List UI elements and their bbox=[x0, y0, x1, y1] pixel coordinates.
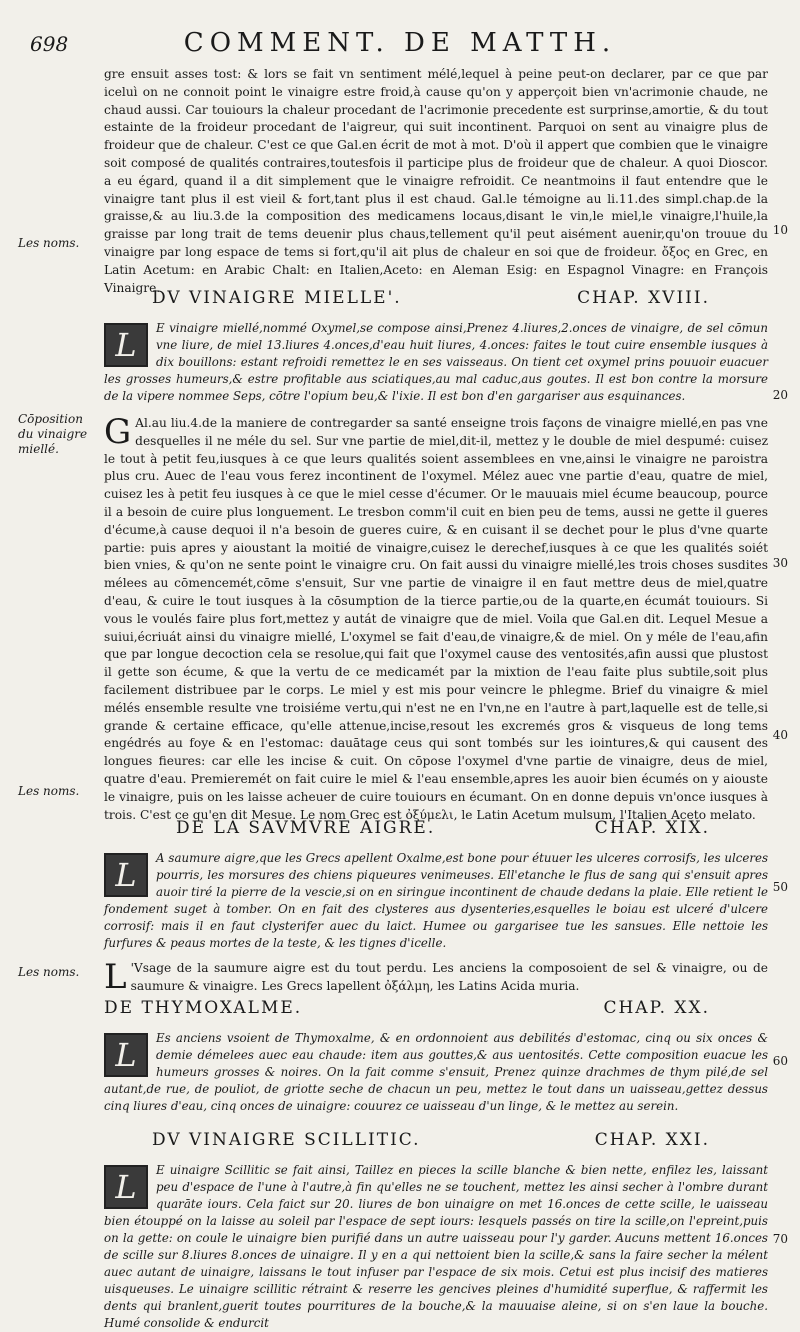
margin-note-composition: Cōposition du vinaigre miellé. bbox=[18, 412, 88, 456]
page-header bbox=[30, 28, 770, 62]
chapter-title: DV VINAIGRE SCILLITIC. bbox=[152, 1130, 421, 1150]
chapter-number: CHAP. XVIII. bbox=[577, 288, 710, 308]
line-number: 40 bbox=[772, 728, 788, 742]
drop-cap: L bbox=[104, 1165, 148, 1209]
margin-note-noms: Les noms. bbox=[18, 965, 80, 979]
margin-note-noms: Les noms. bbox=[18, 784, 80, 798]
chapter-number: CHAP. XX. bbox=[603, 998, 710, 1018]
initial-letter: G bbox=[104, 412, 132, 452]
drop-cap: L bbox=[104, 1033, 148, 1077]
line-number: 50 bbox=[772, 880, 788, 894]
chapter-19 bbox=[104, 810, 768, 1002]
chapter-20 bbox=[104, 990, 768, 1115]
line-number: 30 bbox=[772, 556, 788, 570]
line-number: 60 bbox=[772, 1054, 788, 1068]
running-title: COMMENT. DE MATTH. bbox=[183, 28, 617, 58]
recipe-paragraph: E uinaigre Scillitic se fait ainsi, Taillez en pieces la scille blanche & bien nette, enfilez les, laissant peu d'espace de l'une à l'autre,à fin qu'elles ne se touchent, mettez les ainsi secher à l'ombre durant quarāte iours. Cela faict sur 20. liures de bon uinaigre on met 16.onces de cette scille, le uaisseau bien étouppé on la laisse au soleil par l'espace de sept iours: lesquels passés on tire la scille,on l'epreint,puis on la gette: on coule le uinaigre bien purifié dans un autre uaisseau pour l'y garder. Aucuns mettent 16.onces de scille sur 8.liures 8.onces de uinaigre. Il y en a qui nettoient bien la scille,& sans la faire secher la mélent auec autant de uinaigre, laissans le tout infuser par l'espace de six mois. Cetui est plus incisif des matieres uisqueuses. Le uinaigre scillitic rétraint & reserre les gencives pleines d'humidité superflue, & raffermit les dents qui branlent,guerit toutes pourritures de la bouche,& la mauuaise aleine, si on s'en laue la bouche. Humé consolide & endurcit bbox=[104, 1163, 768, 1330]
commentary-paragraph: Al.au liu.4.de la maniere de contregarder sa santé enseigne trois façons de vinaigre miellé,en pas vne desquelles il ne méle du sel. Sur vne partie de miel,dit-il, mettez y le double de miel despumé: cuisez le tout à petit feu,iusques à ce que leurs qualités soient assemblees en vne,ainsi le vinaigre ne paroistra plus cru. Auec de l'eau vous ferez incontinent de l'oxymel. Mélez auec vne partie d'eau, quatre de miel, cuisez les à petit feu iusques à ce que le miel cesse d'écumer. Or le mauuais miel écume beaucoup, pource il a besoin de cuire plus longuement. Le tresbon comm'il cuit en bien peu de tems, aussi ne gette il gueres d'écume,à cause dequoi il n'a besoin de gueres cuire, & en cuisant il se dechet pour le plus d'vne quarte partie: puis apres y aioustant la moitié de vinaigre,cuisez le derechef,iusques à ce que les qualités soiét bien vnies, & qu'on ne sente point le vinaigre cru. On fait aussi du vinaigre miellé,les trois choses susdites mélees au cōmencemét,cōme s'ensuit, Sur vne partie de vinaigre il en faut mettre deus de miel,quatre d'eau, & cuire le tout iusques à la cōsumption de la tierce partie,ou de la quarte,en écumát touiours. Si vous le voulés faire plus fort,mettez y autát de vinaigre que de miel. Voila que Gal.en dit. Lequel Mesue a suiui,écriuát ainsi du vinaigre miellé, L'oxymel se fait d'eau,de vinaigre,& de miel. On y méle de l'eau,afin que par longue decoction cela se resolue,qui fait que l'oxymel cause des ventosités,afin aussi que plustost il gette son écume, & que la vertu de ce medicamét par la mixtion de l'eau faite plus subtile,soit plus facilement distribuee par le corps. Le miel y est mis pour veincre le phlegme. Brief du vinaigre & miel mélés ensemble resulte vne troisiéme vertu,qui n'est ne en l'vn,ne en l'autre à part,laquelle est de telle,si grande & certaine efficace, qu'elle attenue,incise,resout les excremés gros & visqueus de long tems engédrés au foye & en l'estomac: dauātage ceus qui sont tombés sur les iointures,& qui causent des longues fieures: car elle les incise & cuit. On cōpose l'oxymel d'vne partie de vinaigre, deus de miel, quatre d'eau. Premieremét on fait cuire le miel & l'eau ensemble,apres les auoir bien écumés on y aiouste le vinaigre, puis on les laisse acheuer de cuire touiours en écumant. On en donne depuis vn'once iusques à trois. C'est ce qu'en dit Mesue. Le nom Grec est ὀξύμελι, le Latin Acetum mulsum, l'Italien Aceto melato. bbox=[104, 416, 768, 822]
chapter-number: CHAP. XIX. bbox=[594, 818, 710, 838]
intro-paragraph: gre ensuit asses tost: & lors se fait vn sentiment mélé,lequel à peine peut-on declarer, par ce que par iceluì on ne connoit point le vinaigre estre froid,à cause qu'on y apperçoit bien vn'acrimonie chaude, ne chaud aussi. Car touiours la chaleur procedant de l'acrimonie precedente est surprinse,amortie, & du tout estainte de la froideur procedant de l'aigreur, qui suit incontinent. Parquoi on sent au vinaigre plus de froideur que de chaleur. C'est ce que Gal.en écrit de mot à mot. D'où il appert que combien que le vinaigre soit composé de qualités contraires,toutesfois il participe plus de froideur que de chaleur. A quoi Dioscor. a eu égard, quand il a dit simplement que le vinaigre refroidit. Ce neantmoins il faut entendre que le vinaigre tant plus il est vieil & fort,tant plus il est chaud. Gal.le témoigne au li.11.des simpl.chap.de la graisse,& au liu.3.de la composition des medicamens locaus,disant le vin,le miel,le vinaigre,l'huile,la graisse par long trait de tems deuenir plus chaus,tellement qu'il peut aisément auenir,qu'on trouue du vinaigre par long espace de tems si fort,qu'il ait plus de chaleur en soi que de froideur. ὄξος en Grec, en Latin Acetum: en Arabic Chalt: en Italien,Aceto: en Aleman Esig: en Espagnol Vinagre: en François Vinaigre. bbox=[104, 67, 768, 295]
commentary-paragraph: 'Vsage de la saumure aigre est du tout perdu. Les anciens la composoient de sel & vinaigre, ou de saumure & vinaigre. Les Grecs lapellent ὀξάλμη, les Latins Acida muria. bbox=[130, 961, 768, 993]
recipe-paragraph: Es anciens vsoient de Thymoxalme, & en ordonnoient aus debilités d'estomac, cinq ou six onces & demie démelees auec eau chaude: item aus gouttes,& aus uentosités. Cette composition euacue les humeurs grosses & noires. On la fait comme s'ensuit, Prenez quinze drachmes de thym pilé,de sel autant,de rue, de pouliot, de griotte seche de chacun un peu, mettez le tout dans un uaisseau,gettez dessus cinq liures d'eau, cinq onces de uinaigre: couurez ce uaisseau d'un linge, & le mettez au serein. bbox=[104, 1031, 768, 1113]
recipe-paragraph: A saumure aigre,que les Grecs apellent Oxalme,est bone pour étuuer les ulceres corrosifs, les ulceres pourris, les morsures des chiens piqueures venimeuses. Ell'etanche le flus de sang qui s'ensuit apres auoir tiré la pierre de la vescie,si on en siringue incontinent de chaude dedans la plaie. Elle retient le fondement suget à tomber. On en fait des clysteres aus dysenteries,esquelles le boiau est ulceré d'ulcere corrosif: mais il en faut clysterifer auec du laict. Humee ou gargarisee tue les sansues. Elle nettoie les furfures & peaus mortes de la teste, & les tignes d'icelle. bbox=[104, 851, 768, 950]
chapter-title: DE LA SAVMVRE AIGRE. bbox=[176, 818, 436, 838]
chapter-18 bbox=[104, 280, 768, 830]
drop-cap: L bbox=[104, 853, 148, 897]
drop-cap: L bbox=[104, 323, 148, 367]
line-number: 10 bbox=[772, 223, 788, 237]
line-number: 20 bbox=[772, 388, 788, 402]
recipe-paragraph: E vinaigre miellé,nommé Oxymel,se compose ainsi,Prenez 4.liures,2.onces de vinaigre, de sel cōmun vne liure, de miel 13.liures 4.onces,d'eau huit liures, 4.onces: faites le tout cuire ensemble iusques à dix bouillons: estant refroidi remettez le en ses vaisseaus. On tient cet oxymel prins pouuoir euacuer les grosses humeurs,& estre profitable aus sciatiques,au mal caduc,aus goutes. Il est bon contre la morsure de la vipere nommee Seps, cōtre l'opium beu,& l'ixie. Il est bon d'en gargariser aus esquinances. bbox=[104, 321, 768, 403]
chapter-number: CHAP. XXI. bbox=[594, 1130, 710, 1150]
chapter-heading bbox=[104, 1128, 768, 1154]
chapter-21 bbox=[104, 1122, 768, 1332]
initial-letter: L bbox=[104, 957, 127, 997]
chapter-heading bbox=[104, 996, 768, 1022]
chapter-title: DE THYMOXALME. bbox=[104, 998, 303, 1018]
chapter-heading bbox=[104, 286, 768, 312]
margin-note-noms: Les noms. bbox=[18, 236, 80, 250]
chapter-title: DV VINAIGRE MIELLE'. bbox=[152, 288, 402, 308]
chapter-heading bbox=[104, 816, 768, 842]
page-number: 698 bbox=[30, 32, 69, 56]
line-number: 70 bbox=[772, 1232, 788, 1246]
intro-section bbox=[104, 66, 768, 303]
